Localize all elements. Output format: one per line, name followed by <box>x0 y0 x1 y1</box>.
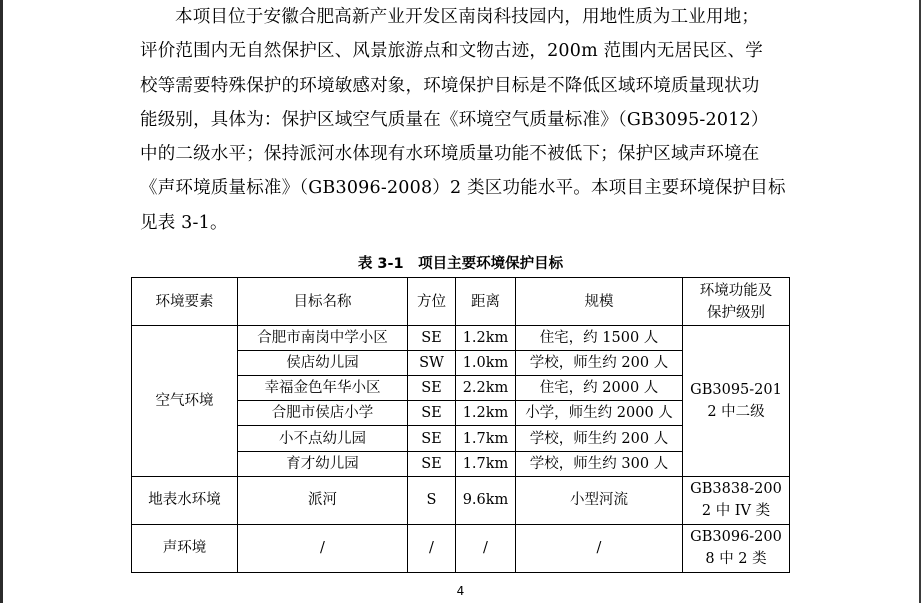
scale-cell: 小学，师生约 2000 人 <box>516 401 683 426</box>
distance-cell: 1.0km <box>456 351 516 376</box>
water-level-line2: 2 中 IV 类 <box>701 503 771 520</box>
table-header-row <box>132 278 790 326</box>
air-level-cell <box>683 326 790 476</box>
header-level-line2: 保护级别 <box>707 304 765 321</box>
direction-cell: SE <box>408 451 456 476</box>
distance-cell: / <box>456 524 516 572</box>
protection-targets-table <box>131 277 790 573</box>
target-cell: 合肥市侯店小学 <box>238 401 408 426</box>
air-element-cell: 空气环境 <box>132 326 238 476</box>
header-element: 环境要素 <box>132 278 238 326</box>
water-level-cell <box>683 476 790 524</box>
direction-cell: SE <box>408 426 456 451</box>
table-row <box>132 524 790 572</box>
page-number: 4 <box>456 584 465 598</box>
table-row <box>132 476 790 524</box>
direction-cell: S <box>408 476 456 524</box>
target-cell: 合肥市南岗中学小区 <box>238 326 408 351</box>
direction-cell: SE <box>408 376 456 401</box>
distance-cell: 1.7km <box>456 426 516 451</box>
direction-cell: SE <box>408 326 456 351</box>
target-cell: 侯店幼儿园 <box>238 351 408 376</box>
sound-level-line2: 8 中 2 类 <box>705 551 767 568</box>
water-element-cell: 地表水环境 <box>132 476 238 524</box>
target-cell: / <box>238 524 408 572</box>
air-level-line2: 2 中二级 <box>707 403 765 420</box>
direction-cell: SE <box>408 401 456 426</box>
air-level-line1: GB3095-201 <box>690 381 782 398</box>
header-level <box>683 278 790 326</box>
paragraph-line: 校等需要特殊保护的环境敏感对象，环境保护目标是不降低区域环境质量现状功 <box>140 75 760 96</box>
sound-element-cell: 声环境 <box>132 524 238 572</box>
scale-cell: 学校，师生约 200 人 <box>516 351 683 376</box>
scale-cell: 学校，师生约 200 人 <box>516 426 683 451</box>
distance-cell: 1.2km <box>456 326 516 351</box>
header-distance: 距离 <box>456 278 516 326</box>
scale-cell: 学校，师生约 300 人 <box>516 451 683 476</box>
target-cell: 派河 <box>238 476 408 524</box>
target-cell: 育才幼儿园 <box>238 451 408 476</box>
water-level-line1: GB3838-200 <box>690 481 782 498</box>
scale-cell: / <box>516 524 683 572</box>
body-paragraph <box>140 0 790 240</box>
direction-cell: SW <box>408 351 456 376</box>
paragraph-line: 评价范围内无自然保护区、风景旅游点和文物古迹，200m 范围内无居民区、学 <box>140 41 763 62</box>
distance-cell: 1.7km <box>456 451 516 476</box>
header-level-line1: 环境功能及 <box>699 282 773 299</box>
scale-cell: 住宅，约 1500 人 <box>516 326 683 351</box>
header-scale: 规模 <box>516 278 683 326</box>
scale-cell: 住宅，约 2000 人 <box>516 376 683 401</box>
target-cell: 小不点幼儿园 <box>238 426 408 451</box>
paragraph-line: 《声环境质量标准》（GB3096-2008）2 类区功能水平。本项目主要环境保护目标 <box>140 178 786 199</box>
header-direction: 方位 <box>408 278 456 326</box>
paragraph-line: 本项目位于安徽合肥高新产业开发区南岗科技园内，用地性质为工业用地； <box>175 7 760 27</box>
target-cell: 幸福金色年华小区 <box>238 376 408 401</box>
scale-cell: 小型河流 <box>516 476 683 524</box>
sound-level-line1: GB3096-200 <box>690 529 782 546</box>
paragraph-line: 见表 3-1。 <box>140 212 228 233</box>
paragraph-line: 能级别，具体为：保护区域空气质量在《环境空气质量标准》（GB3095-2012） <box>140 109 769 130</box>
paragraph-line: 中的二级水平；保持派河水体现有水环境质量功能不被低下；保护区域声环境在 <box>140 144 760 165</box>
distance-cell: 1.2km <box>456 401 516 426</box>
distance-cell: 9.6km <box>456 476 516 524</box>
page-left-edge <box>0 0 3 603</box>
sound-level-cell <box>683 524 790 572</box>
table-caption: 表 3-1 项目主要环境保护目标 <box>357 256 564 272</box>
direction-cell: / <box>408 524 456 572</box>
header-target: 目标名称 <box>238 278 408 326</box>
table-row <box>132 326 790 351</box>
distance-cell: 2.2km <box>456 376 516 401</box>
